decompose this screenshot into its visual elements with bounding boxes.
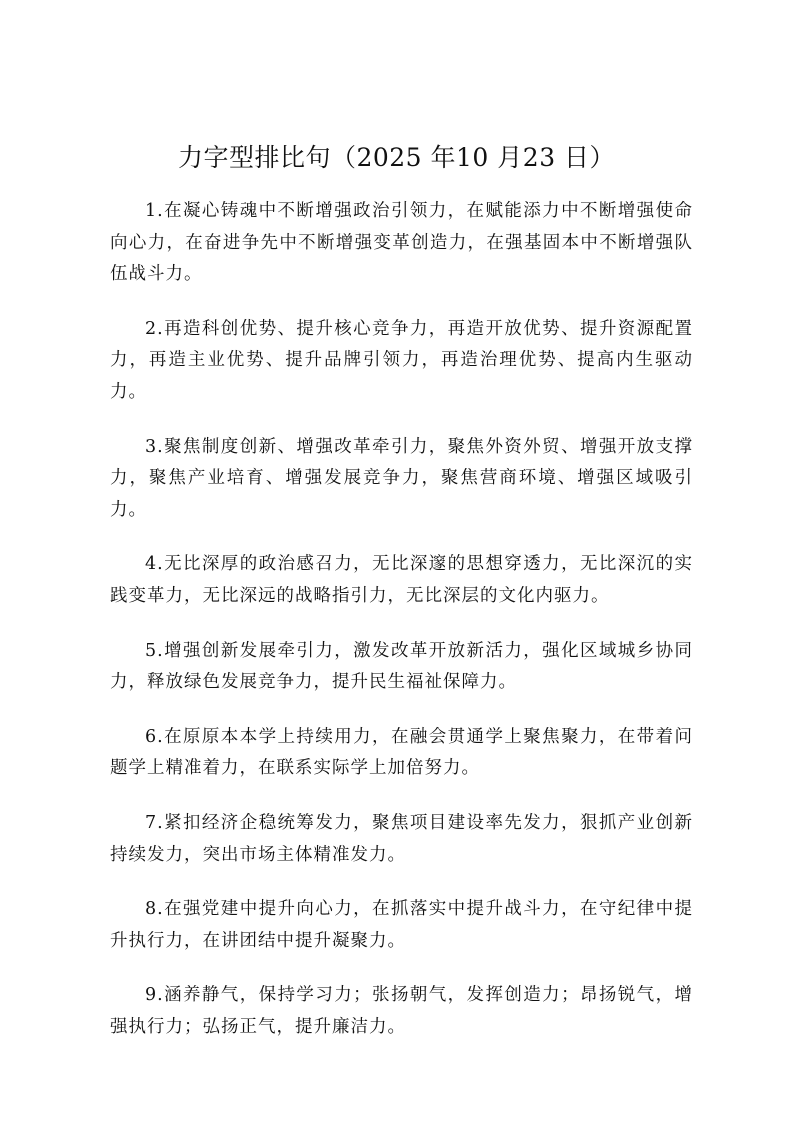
paragraph-7: 7.紧扣经济企稳统筹发力，聚焦项目建设率先发力，狠抓产业创新持续发力，突出市场主体精准发力。	[110, 812, 693, 865]
paragraph-2: 2.再造科创优势、提升核心竞争力，再造开放优势、提升资源配置力，再造主业优势、提升品牌引领力，再造治理优势、提高内生驱动力。	[110, 318, 693, 402]
paragraph-5: 5.增强创新发展牵引力，激发改革开放新活力，强化区域城乡协同力，释放绿色发展竞争力，提升民生福祉保障力。	[110, 640, 693, 693]
paragraph-9: 9.涵养静气，保持学习力；张扬朝气，发挥创造力；昂扬锐气，增强执行力；弘扬正气，提升廉洁力。	[110, 985, 693, 1037]
paragraph-6: 6.在原原本本学上持续用力，在融会贯通学上聚焦聚力，在带着问题学上精准着力，在联系实际学上加倍努力。	[110, 726, 693, 779]
paragraph-3: 3.聚焦制度创新、增强改革牵引力，聚焦外资外贸、增强开放支撑力，聚焦产业培育、增强发展竞争力，聚焦营商环境、增强区域吸引力。	[110, 436, 693, 520]
paragraph-8: 8.在强党建中提升向心力，在抓落实中提升战斗力，在守纪律中提升执行力，在讲团结中提升凝聚力。	[110, 899, 693, 951]
paragraph-1: 1.在凝心铸魂中不断增强政治引领力，在赋能添力中不断增强使命向心力，在奋进争先中不断增强变革创造力，在强基固本中不断增强队伍战斗力。	[110, 201, 693, 285]
document-title: 力字型排比句（2025 年10 月23 日）	[177, 143, 616, 172]
document-body	[110, 196, 693, 1066]
paragraph-4: 4.无比深厚的政治感召力，无比深邃的思想穿透力，无比深沉的实践变革力，无比深远的战略指引力，无比深层的文化内驱力。	[110, 554, 693, 606]
